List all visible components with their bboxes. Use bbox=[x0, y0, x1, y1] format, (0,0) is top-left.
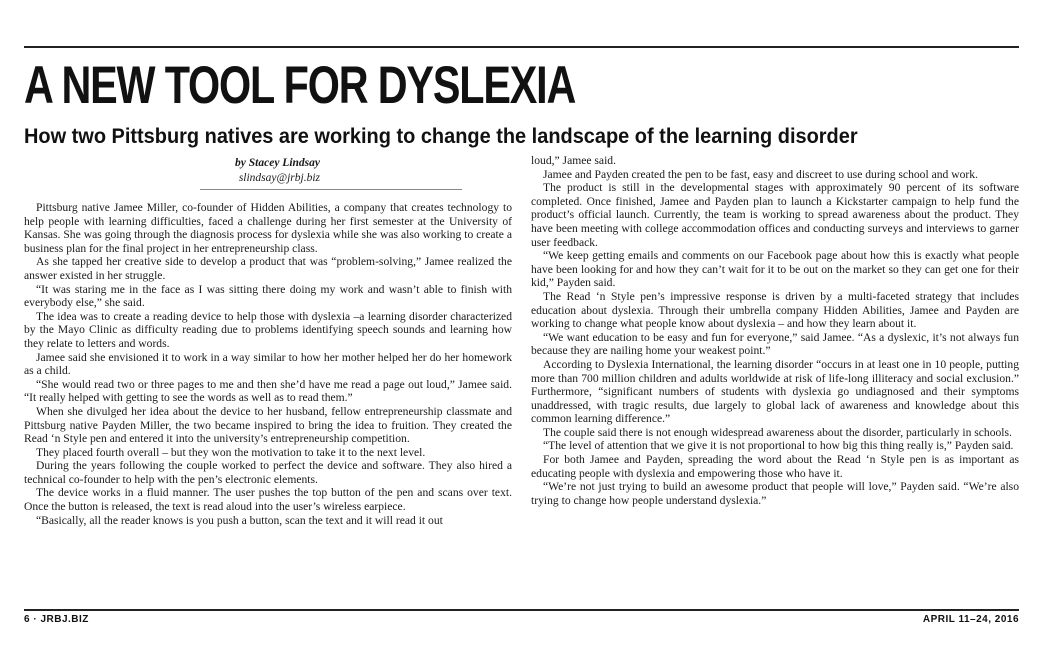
byline-email[interactable]: slindsay@jrbj.biz bbox=[238, 172, 320, 184]
paragraph: “We keep getting emails and comments on our Facebook page about how this is exactly what people have been looking for and how they can’t wait for it to be out on the market so they can get one for their kid,” Payden said. bbox=[531, 249, 1019, 290]
paragraph: “She would read two or three pages to me and then she’d have me read a page out loud,” Jamee said. “It really helped with getting to see the words as well as to read them.” bbox=[24, 377, 512, 405]
paragraph: “It was staring me in the face as I was sitting there doing my work and wasn’t able to finish with everybody else,” she said. bbox=[24, 282, 512, 310]
paragraph: For both Jamee and Payden, spreading the word about the Read ‘n Style pen is as important as educating people with dyslexia and empowering those who have it. bbox=[531, 453, 1019, 480]
byline bbox=[200, 156, 320, 186]
paragraph: The device works in a fluid manner. The user pushes the top button of the pen and scans over text. Once the button is released, the text is read aloud into the user’s wireless earpiece. bbox=[24, 486, 512, 514]
paragraph: Jamee and Payden created the pen to be fast, easy and discreet to use during school and work. bbox=[543, 167, 978, 181]
paragraph: “We’re not just trying to build an awesome product that people will love,” Payden said. “We’re also trying to change how people understand dyslexia.” bbox=[531, 480, 1019, 507]
paragraph: According to Dyslexia International, the learning disorder “occurs in at least one in 10 people, putting more than 700 million children and adults worldwide at risk of life-long illiteracy and social exclusion.” Furthermore, “significant numbers of students with dyslexia go undiagnosed and their symptoms unaddressed, with tragic results, due largely to global lack of awareness and knowledge about this common learning difference.” bbox=[531, 357, 1019, 426]
paragraph: The couple said there is not enough widespread awareness about the disorder, particularly in schools. bbox=[543, 425, 1012, 439]
left-column bbox=[24, 201, 512, 527]
subheadline: How two Pittsburg natives are working to change the landscape of the learning disorder bbox=[24, 125, 858, 148]
byline-name: by Stacey Lindsay bbox=[235, 157, 320, 169]
footer-page-info: 6 · JRBJ.BIZ bbox=[24, 614, 89, 625]
paragraph: Pittsburg native Jamee Miller, co-founder of Hidden Abilities, a company that creates technology to help people with learning difficulties, faced a challenge during her first semester at the University of Kansas. She was going through the diagnosis process for dyslexia while she was also working to create a business plan for the final project in her entrepreneurship class. bbox=[24, 201, 512, 255]
paragraph: “The level of attention that we give it is not proportional to how big this thing really is,” Payden said. bbox=[543, 439, 1014, 453]
footer-date: APRIL 11–24, 2016 bbox=[922, 614, 1019, 625]
paragraph: The Read ‘n Style pen’s impressive response is driven by a multi-faceted strategy that includes education about dyslexia. Through their umbrella company Hidden Abilities, Jamee and Payden are working to change what people know about dyslexia – and how they learn about it. bbox=[531, 289, 1019, 331]
paragraph: The idea was to create a reading device to help those with dyslexia –a learning disorder characterized by the Mayo Clinic as difficulty reading due to problems identifying speech sounds and learning how they relate to letters and words. bbox=[24, 309, 512, 350]
paragraph: The product is still in the developmental stages with approximately 90 percent of its software completed. Once finished, Jamee and Payden plan to launch a Kickstarter campaign to help fund the product’s official launch. Currently, the team is working to spread awareness about the product. They have been meeting with college accommodation offices and conducting surveys and interviews to garner user feedback. bbox=[531, 181, 1019, 249]
headline: A NEW TOOL FOR DYSLEXIA bbox=[24, 56, 576, 115]
paragraph-continuation: loud,” Jamee said. bbox=[531, 154, 616, 167]
paragraph: As she tapped her creative side to develop a product that was “problem-solving,” Jamee realized the answer existed in her struggle. bbox=[24, 255, 512, 282]
paragraph: “We want education to be easy and fun for everyone,” said Jamee. “As a dyslexic, it’s not always fun because they are nailing home your weakest point.” bbox=[531, 330, 1019, 358]
right-column bbox=[531, 154, 1019, 507]
byline-divider bbox=[200, 189, 462, 190]
bottom-rule bbox=[24, 609, 1019, 611]
paragraph: During the years following the couple worked to perfect the device and software. They also hired a technical co-founder to help with the pen’s electronic elements. bbox=[24, 459, 512, 486]
paragraph: “Basically, all the reader knows is you push a button, scan the text and it will read it out bbox=[36, 513, 443, 527]
paragraph: Jamee said she envisioned it to work in a way similar to how her mother helped her do her homework as a child. bbox=[24, 350, 512, 378]
paragraph: They placed fourth overall – but they won the motivation to take it to the next level. bbox=[36, 445, 426, 459]
top-rule bbox=[24, 46, 1019, 48]
paragraph: When she divulged her idea about the device to her husband, fellow entrepreneurship classmate and Pittsburg native Payden Miller, the two became inspired to bring the idea to fruition. They created the Read ‘n Style pen and entered it into the university’s entrepreneurship competition. bbox=[24, 404, 512, 446]
